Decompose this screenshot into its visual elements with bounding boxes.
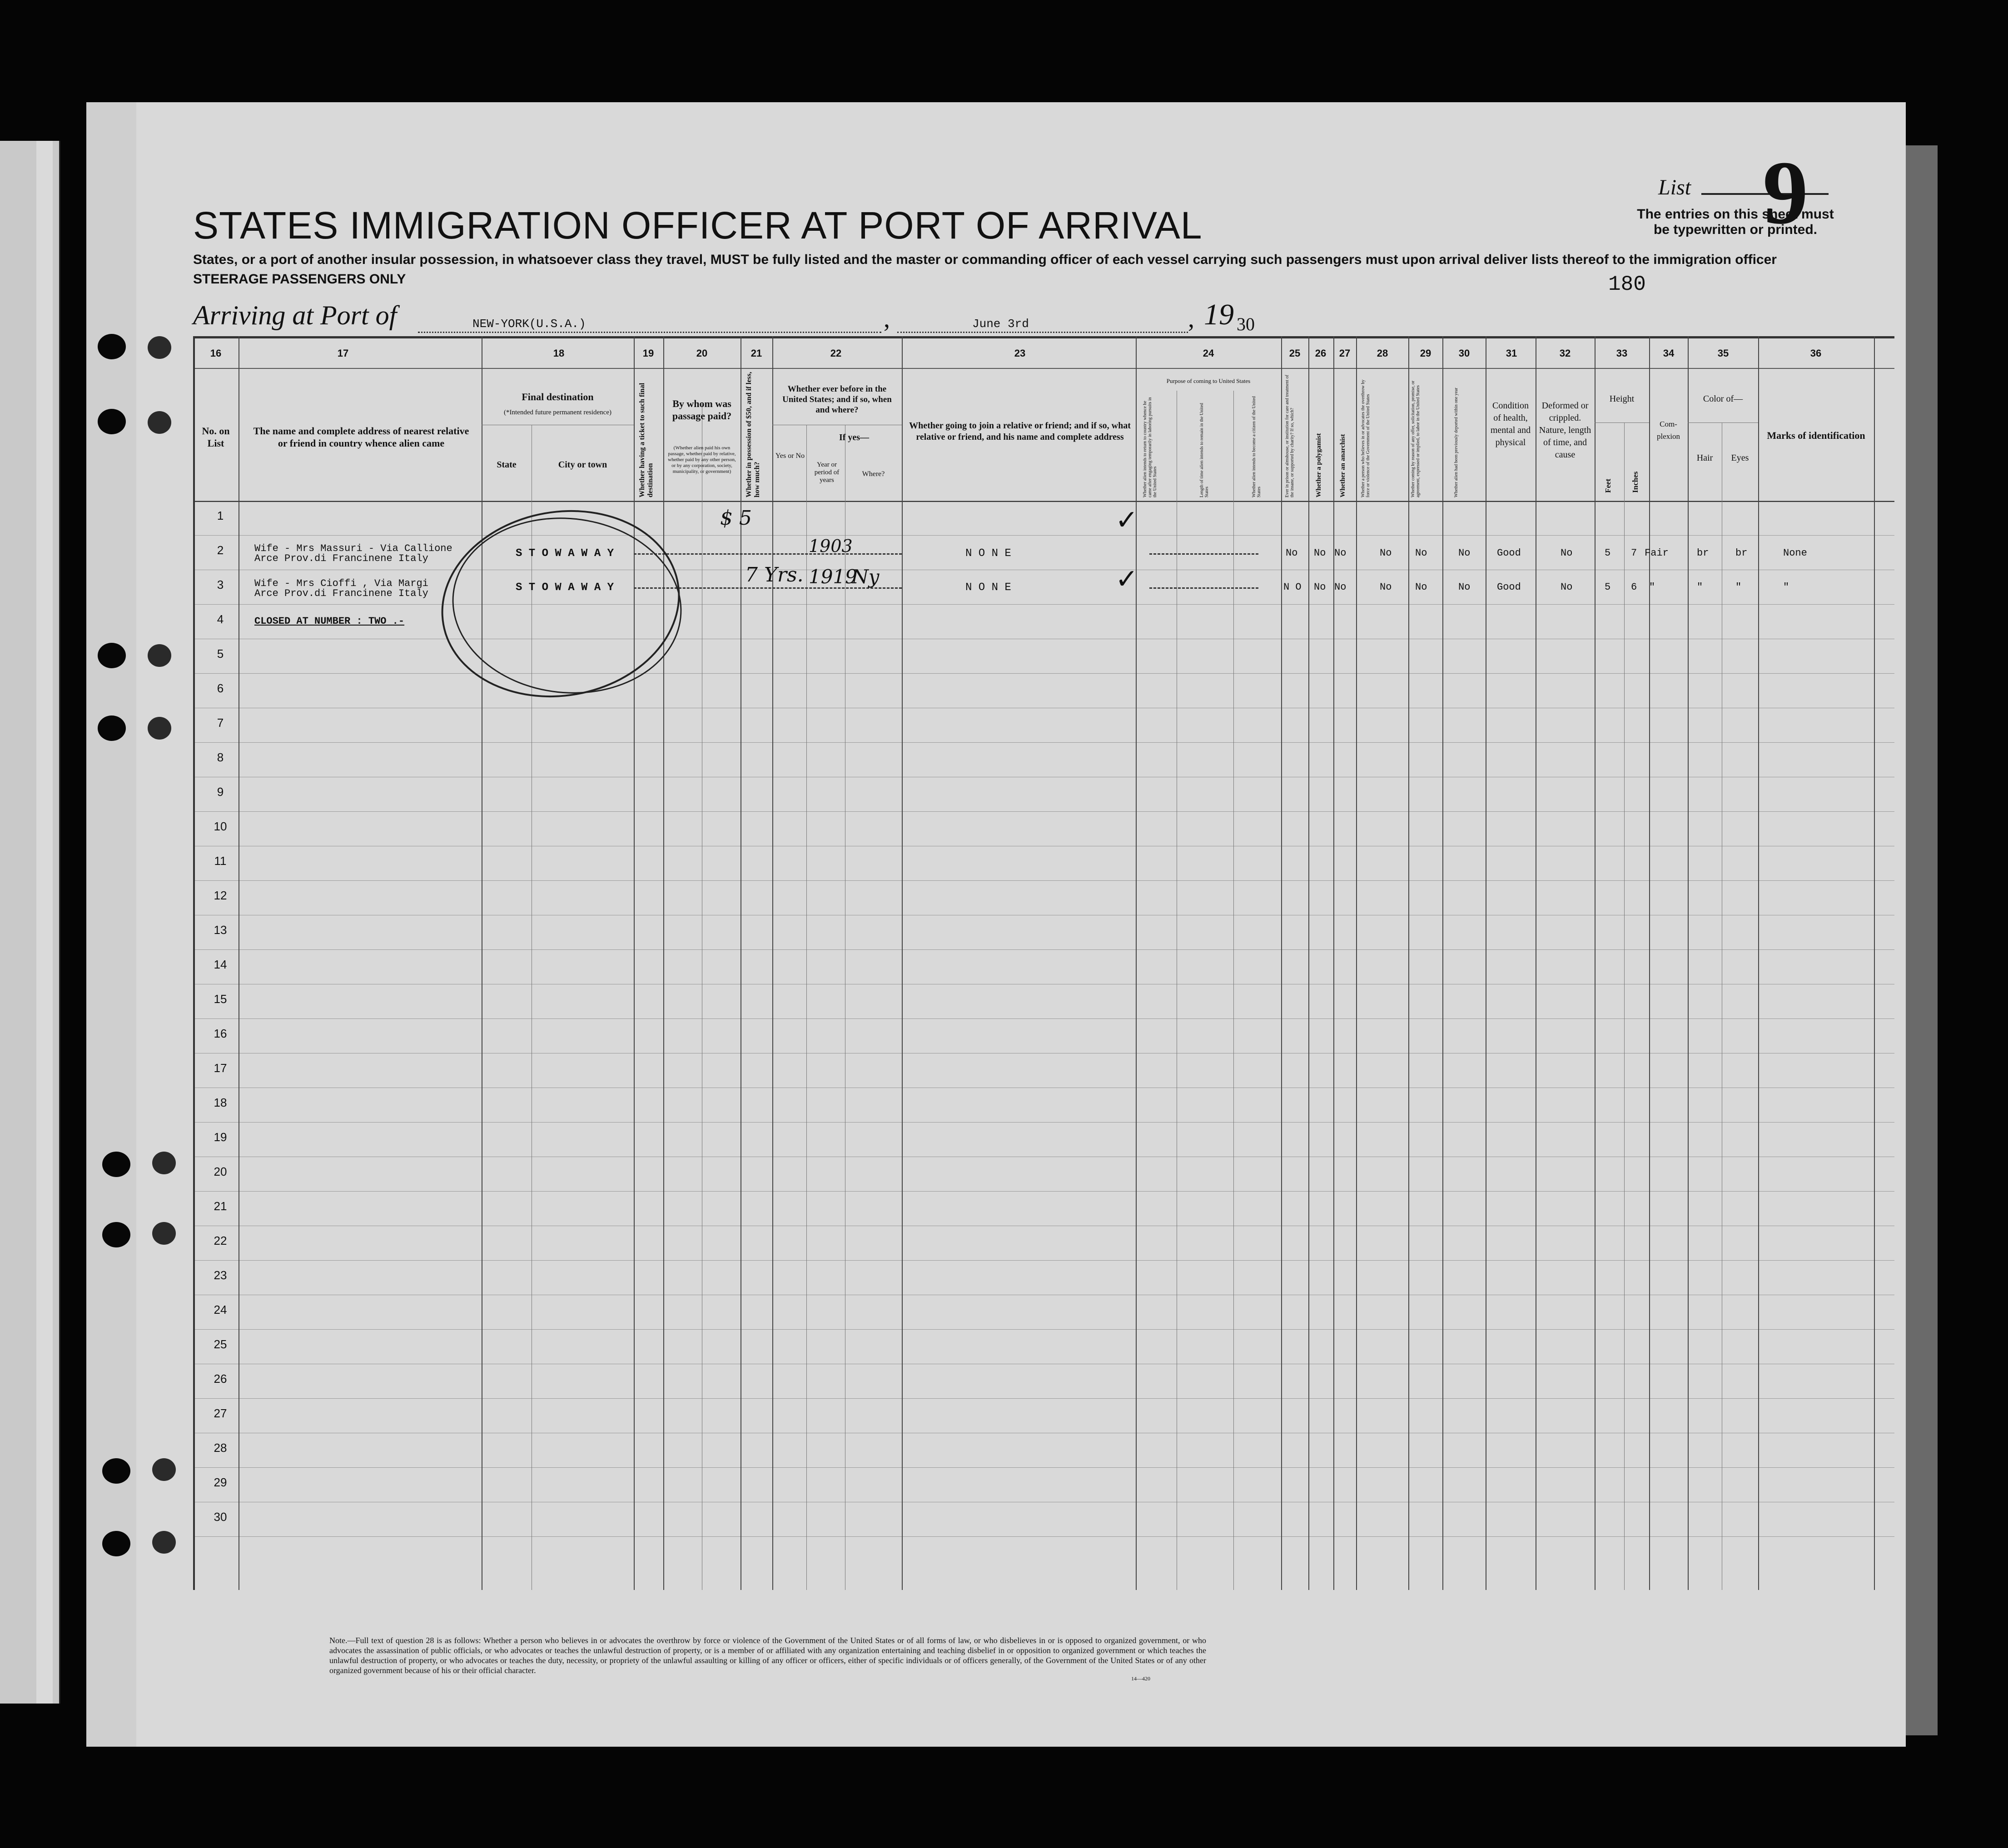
page-title: STATES IMMIGRATION OFFICER AT PORT OF ARRIVAL [193, 204, 1203, 247]
row2-inches: 6 [1631, 581, 1637, 593]
year-prefix: 19 [1204, 298, 1234, 331]
separator: , [884, 305, 890, 333]
header-purpose-return: Whether alien intends to return to country whence he came after engaging temporarily in laboring pursuits in the United States [1143, 397, 1158, 497]
row1-inches: 7 [1631, 547, 1637, 559]
column-number: 34 [1663, 348, 1675, 359]
header-purpose-length: Length of time alien intends to remain in the United States [1199, 402, 1209, 497]
list-number: 9 [1763, 143, 1808, 243]
binding-hole [98, 715, 126, 741]
row-rule [193, 949, 1894, 950]
column-number: 35 [1717, 348, 1729, 359]
row-number: 10 [214, 820, 227, 833]
header-before-in-us: Whether ever before in the United States; and if so, when and where? [782, 384, 892, 415]
column-number: 33 [1616, 348, 1628, 359]
row-number: 30 [214, 1510, 227, 1524]
row-number: 17 [214, 1061, 227, 1075]
column-rule [1281, 336, 1282, 1590]
row1-destination: S T O W A W A Y [516, 547, 614, 560]
row2-relative: Wife - Mrs Cioffi , Via Margi [254, 578, 428, 589]
row1-feet: 5 [1605, 547, 1611, 559]
row-number: 5 [217, 647, 224, 661]
binding-hole [148, 336, 171, 359]
handwritten-money: $ 5 [720, 507, 752, 530]
date-underline [897, 332, 1188, 333]
row-number: 16 [214, 1027, 227, 1040]
footer-note: Note.—Full text of question 28 is as follows: Whether a person who believes in or advocates the overthrow by force or violence of the Government of the United States or of all forms of law, or who disbelieves in or is opposed to organized government, or who advocates the assassination of public officials, or who advocates or teaches the unlawful destruction of property, or is a member of or affiliated with any organization entertaining and teaching disbelief in or opposition to organized government or which teaches the unlawful destruction of property, or who advocates or teaches the duty, necessity, or propriety of the unlawful assaulting or killing of any officer or officers, either of specific individuals or of officers generally, of the Government of the United States or of any other organized government because of his or their official character. [329, 1636, 1206, 1675]
year-value: 30 [1237, 314, 1255, 334]
column-rule [1442, 336, 1443, 1590]
row1-prison: No [1286, 547, 1298, 559]
row2-health: Good [1497, 581, 1521, 593]
row1-q28: No [1380, 547, 1392, 559]
column-rule [1649, 336, 1650, 1590]
header-possession-50: Whether in possession of $50, and if less, how much? [745, 372, 761, 497]
port-value: NEW-YORK(U.S.A.) [472, 317, 586, 331]
row-number: 23 [214, 1268, 227, 1282]
arriving-label: Arriving at Port of [193, 300, 397, 330]
row2-polygamist: No [1314, 581, 1326, 593]
header-condition: Condition of health, mental and physical [1490, 401, 1531, 447]
steerage-label: STEERAGE PASSENGERS ONLY [193, 272, 406, 287]
header-anarchist: Whether an anarchist [1339, 434, 1347, 497]
row-rule [193, 742, 1894, 743]
binding-hole [102, 1458, 130, 1484]
header-polygamist: Whether a polygamist [1315, 433, 1322, 497]
header-if-yes: If yes— [839, 432, 870, 442]
row2-deformed: No [1561, 581, 1573, 593]
row-number: 27 [214, 1406, 227, 1420]
row1-anarchist: No [1334, 547, 1347, 559]
header-complexion: Com-plexion [1657, 420, 1680, 441]
row-number: 29 [214, 1475, 227, 1489]
header-where: Where? [862, 470, 885, 478]
port-underline [418, 332, 881, 333]
row-rule [193, 880, 1894, 881]
handwritten-years-period: 7 Yrs. [745, 563, 804, 586]
column-rule [1874, 336, 1875, 1590]
row-number: 28 [214, 1441, 227, 1455]
column-rule [1333, 336, 1334, 1590]
header-purpose: Purpose of coming to United States [1166, 378, 1251, 384]
row2-hair: " [1697, 581, 1703, 593]
row-rule [193, 1018, 1894, 1019]
header-eyes: Eyes [1731, 453, 1749, 463]
row2-relative-address: Arce Prov.di Francinene Italy [254, 588, 428, 599]
table-top-border [193, 336, 1894, 338]
row1-q30: No [1458, 547, 1471, 559]
column-number: 27 [1339, 348, 1351, 359]
binding-hole [152, 1531, 176, 1554]
column-number: 29 [1420, 348, 1431, 359]
row-number: 8 [217, 750, 224, 764]
header-hair: Hair [1696, 453, 1713, 463]
handwritten-year-1: 1903 [809, 536, 853, 556]
column-number: 32 [1559, 348, 1571, 359]
subheader-rule [1688, 422, 1758, 423]
row-number: 19 [214, 1130, 227, 1144]
row2-anarchist: No [1334, 581, 1347, 593]
header-question-29: Whether coming by reason of any offer, solicitation, promise, or agreement, expressed or implied, to labor in the United States [1411, 380, 1421, 497]
separator: , [1188, 305, 1194, 333]
row-number: 4 [217, 612, 224, 626]
header-height: Height [1609, 394, 1635, 404]
header-year-period: Year or period of years [814, 461, 840, 484]
column-rule [806, 425, 807, 1590]
subheader-rule [1595, 422, 1649, 423]
stamp-number: 180 [1608, 273, 1646, 296]
closed-note: CLOSED AT NUMBER : TWO .- [254, 616, 405, 627]
column-rule [1356, 336, 1357, 1590]
binding-hole [98, 409, 126, 434]
row-number: 1 [217, 509, 224, 522]
handwritten-where: Ny [852, 566, 880, 588]
row-rule [193, 1536, 1894, 1537]
row-number: 18 [214, 1096, 227, 1109]
column-rule [902, 336, 903, 1590]
row1-deformed: No [1561, 547, 1573, 559]
header-question-30: Whether alien had been previously deported within one year [1454, 387, 1459, 497]
row-number: 25 [214, 1337, 227, 1351]
row1-joining: N O N E [965, 547, 1011, 560]
header-final-destination-note: (*Intended future permanent residence) [504, 409, 611, 416]
manifest-table [193, 336, 1894, 1592]
header-yes-or-no: Yes or No [775, 452, 805, 460]
column-number: 25 [1289, 348, 1301, 359]
header-no-on-list: No. on List [202, 425, 230, 449]
column-number: 18 [553, 348, 565, 359]
row-rule [193, 535, 1894, 536]
row1-complexion: Fair [1645, 547, 1669, 559]
row2-q30: No [1458, 581, 1471, 593]
column-number: 22 [830, 348, 842, 359]
column-rule [1688, 336, 1689, 1590]
row-rule [193, 1329, 1894, 1330]
row2-ditto-line [1149, 587, 1258, 589]
header-inches: Inches [1631, 471, 1640, 493]
header-final-destination: Final destination [522, 391, 594, 402]
row2-complexion: " [1649, 581, 1655, 593]
row1-health: Good [1497, 547, 1521, 559]
binding-hole [98, 334, 126, 359]
row-number: 15 [214, 992, 227, 1006]
row1-hair: br [1697, 547, 1709, 559]
header-state: State [497, 460, 517, 470]
row-number: 2 [217, 543, 224, 557]
page-edge-shadow [1906, 145, 1938, 1735]
header-city: City or town [558, 460, 607, 470]
header-question-28: Whether a person who believes in or advocates the overthrow by force or violence of the Government of the United States [1361, 379, 1371, 497]
header-relative-address: The name and complete address of nearest relative or friend in country whence alien came [253, 425, 469, 449]
binding-hole [102, 1152, 130, 1177]
row-number: 26 [214, 1372, 227, 1386]
row2-joining: N O N E [965, 581, 1011, 594]
column-number: 28 [1377, 348, 1388, 359]
row-number: 9 [217, 785, 224, 799]
header-color-of: Color of— [1703, 394, 1743, 404]
row-number: 6 [217, 681, 224, 695]
column-number: 36 [1810, 348, 1822, 359]
column-rule [1233, 391, 1234, 1590]
instruction-text: States, or a port of another insular possession, in whatsoever class they travel, MUST be fully listed and the master or commanding officer of each vessel carrying such passengers must upon arrival deliver lists thereof to the immigration officer [193, 252, 1777, 267]
row1-marks: None [1783, 547, 1807, 559]
header-purpose-citizen: Whether alien intends to become a citizen of the United States [1252, 396, 1262, 497]
header-joining-relative: Whether going to join a relative or friend; and if so, what relative or friend, and his name and complete address [909, 421, 1131, 442]
column-rule [1308, 336, 1309, 1590]
row1-relative-address: Arce Prov.di Francinene Italy [254, 553, 428, 564]
column-rule [1408, 336, 1409, 1590]
header-ticket: Whether having a ticket to such final destination [638, 383, 654, 497]
header-feet: Feet [1604, 478, 1612, 493]
binding-hole [152, 1152, 176, 1174]
row2-eyes: " [1735, 581, 1742, 593]
list-label: List [1658, 175, 1691, 199]
column-rule [1624, 422, 1625, 1590]
row2-q29: No [1415, 581, 1427, 593]
row-rule [193, 673, 1894, 674]
column-rule [772, 336, 773, 1590]
handwritten-year-2: 1919 [809, 566, 857, 588]
row-number: 20 [214, 1165, 227, 1178]
row-number: 24 [214, 1303, 227, 1316]
header-passage-note: (Whether alien paid his own passage, whether paid by relative, whether paid by any other person, or by any corporation, society, municipality, or government) [668, 445, 736, 474]
binding-hole [102, 1531, 130, 1556]
binding-hole [148, 717, 171, 740]
row-rule [193, 1467, 1894, 1468]
column-rule [634, 336, 635, 1590]
row-number: 22 [214, 1234, 227, 1247]
column-number: 16 [210, 348, 222, 359]
row1-q29: No [1415, 547, 1427, 559]
column-number: 26 [1315, 348, 1327, 359]
row1-ditto-line [1149, 553, 1258, 555]
row2-feet: 5 [1605, 581, 1611, 593]
row-rule [193, 1398, 1894, 1399]
header-marks: Marks of identification [1767, 430, 1865, 441]
column-number: 19 [642, 348, 654, 359]
row2-destination: S T O W A W A Y [516, 581, 614, 594]
row-number: 13 [214, 923, 227, 937]
binding-hole [98, 643, 126, 668]
binding-hole [152, 1458, 176, 1481]
column-number-rule [193, 368, 1894, 369]
binding-hole [148, 411, 171, 434]
row-number: 7 [217, 716, 224, 730]
table-left-border [193, 336, 195, 1590]
row1-eyes: br [1735, 547, 1748, 559]
column-number: 20 [696, 348, 708, 359]
column-number: 21 [751, 348, 762, 359]
row-number: 3 [217, 578, 224, 591]
check-mark: ✓ [1115, 504, 1138, 536]
row1-polygamist: No [1314, 547, 1326, 559]
row1-relative: Wife - Mrs Massuri - Via Callione [254, 543, 452, 554]
adjacent-page [0, 141, 60, 1704]
row-number: 12 [214, 889, 227, 902]
list-note: The entries on this sheet must be typewritten or printed. [1637, 207, 1834, 237]
column-number: 23 [1014, 348, 1026, 359]
arrival-date: June 3rd [972, 317, 1029, 331]
row-rule [193, 1260, 1894, 1261]
row1-ditto-line [634, 553, 902, 555]
binding-hole [102, 1222, 130, 1247]
row-rule [193, 1122, 1894, 1123]
row2-marks: " [1783, 581, 1789, 593]
column-number: 17 [337, 348, 349, 359]
binding-hole [152, 1222, 176, 1245]
form-code: 14—420 [1131, 1675, 1150, 1682]
row2-q28: No [1380, 581, 1392, 593]
row-number: 11 [214, 854, 227, 868]
row2-prison: N O [1283, 581, 1302, 593]
column-rule [663, 336, 664, 1590]
header-prison: Ever in prison or almshouse, or institution for care and treatment of the insane, or supported by charity? If so, which? [1285, 375, 1295, 497]
column-number: 30 [1458, 348, 1470, 359]
row-rule [193, 811, 1894, 812]
binding-hole [148, 644, 171, 667]
column-rule [1758, 336, 1759, 1590]
header-deformed: Deformed or crippled. Nature, length of time, and cause [1539, 401, 1591, 460]
row-number: 21 [214, 1199, 227, 1213]
column-number: 31 [1506, 348, 1517, 359]
row-rule [193, 1191, 1894, 1192]
row-number: 14 [214, 958, 227, 971]
column-number: 24 [1203, 348, 1214, 359]
header-passage-paid: By whom was passage paid? [672, 398, 732, 422]
check-mark: ✓ [1115, 563, 1138, 595]
